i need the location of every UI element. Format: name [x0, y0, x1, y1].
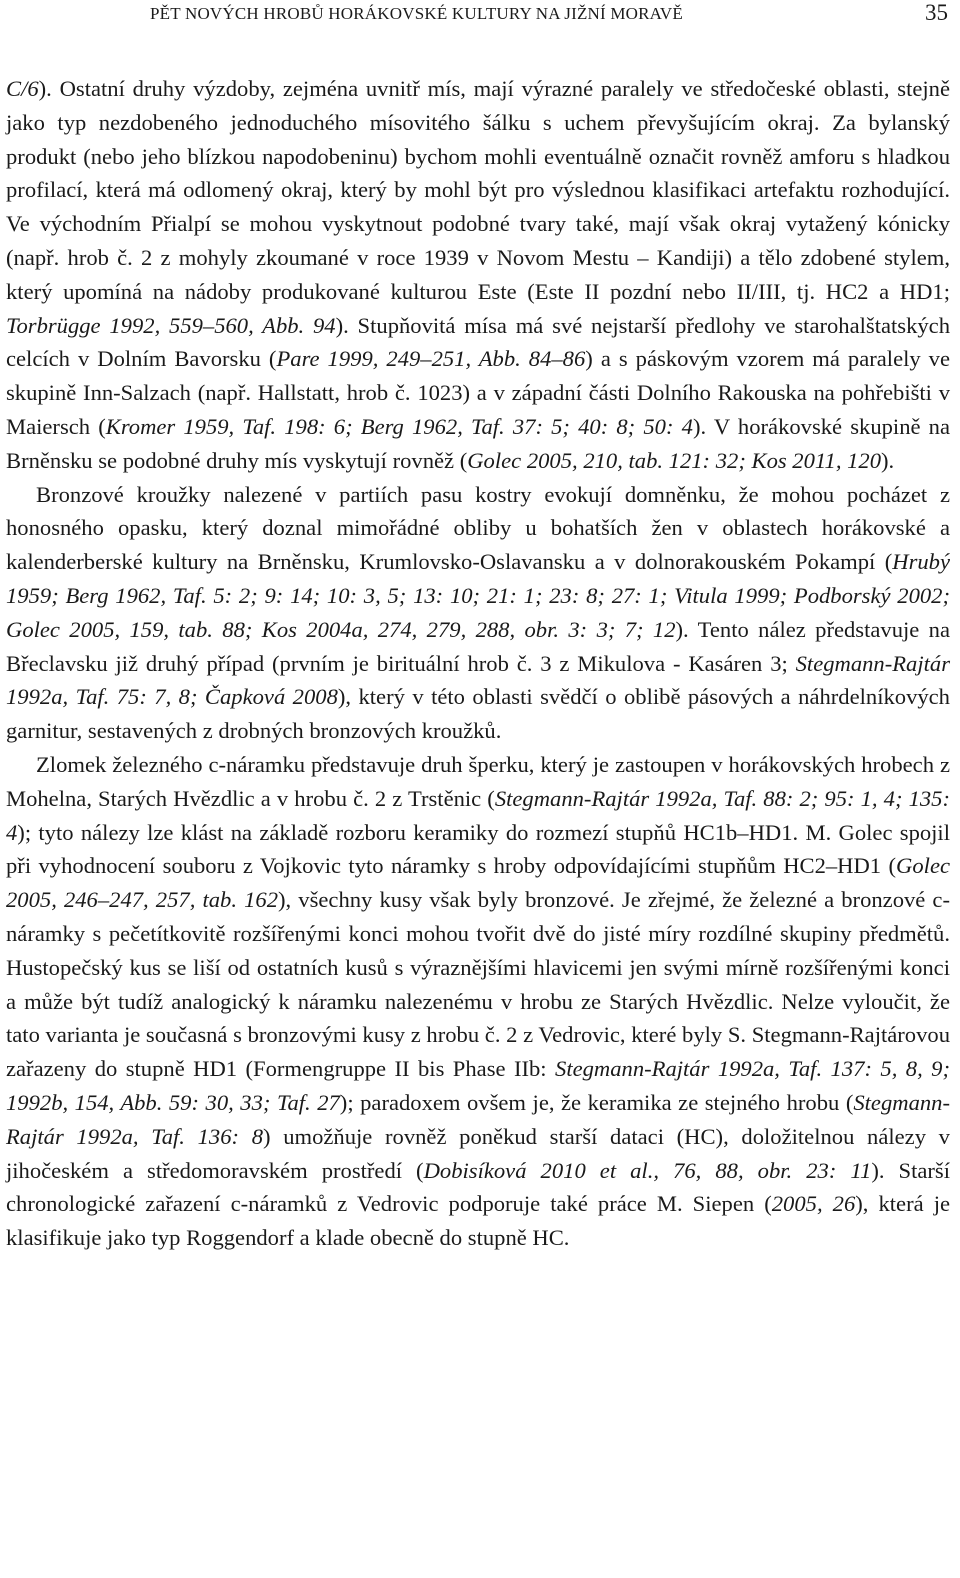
- citation: Stegmann-Rajtár 1992a, Taf. 75: 7, 8; Čapková 2008: [6, 650, 950, 710]
- body-text: [6, 72, 950, 1255]
- text-run: ), který v této oblasti svědčí o oblibě pásových a náhrdelníkových garnitur, sestavených z drobných bronzových kroužků.: [6, 684, 950, 744]
- citation: C/6: [6, 76, 39, 101]
- text-run: ) a s páskovým vzorem má paralely ve skupině Inn-Salzach (např. Hallstatt, hrob č. 1023) a v západní části Dolního Rakouska na pohřebišti v Maiersch (: [6, 346, 950, 439]
- citation: Torbrügge 1992, 559–560, Abb. 94: [6, 312, 336, 338]
- citation: Stegmann-Rajtár 1992a, Taf. 136: 8: [6, 1089, 950, 1149]
- text-run: ). V horákovské skupině na Brněnsku se podobné druhy mís vyskytují rovněž (: [6, 413, 950, 473]
- text-run: ) umožňuje rovněž poněkud starší dataci (HC), doložitelnou nálezy v jihočeském a středomoravském prostředí (: [6, 1123, 950, 1183]
- citation: Pare 1999, 249–251, Abb. 84–86: [276, 346, 586, 372]
- running-title: PĚT NOVÝCH HROBŮ HORÁKOVSKÉ KULTURY NA JIŽNÍ MORAVĚ: [150, 4, 683, 23]
- citation: 2005, 26: [771, 1191, 856, 1217]
- page-number: 35: [925, 0, 948, 25]
- citation: Stegmann-Rajtár 1992a, Taf. 137: 5, 8, 9; 1992b, 154, Abb. 59: 30, 33; Taf. 27: [6, 1056, 950, 1115]
- citation: Kromer 1959, Taf. 198: 6; Berg 1962, Taf. 37: 5; 40: 8; 50: 4: [105, 413, 693, 439]
- paragraph-ceramic-parallels: [6, 72, 950, 478]
- paragraph-bronze-rings: [6, 478, 950, 748]
- text-run: Bronzové kroužky nalezené v partiích pasu kostry evokují domněnku, že mohou pocházet z honosného opasku, který doznal mimořádné obliby u bohatších žen v oblastech horákovské a kalenderberské kultury na Brněnsku, Krumlovsko-Oslavansku a v dolnorakouském Pokampí (: [6, 481, 950, 575]
- text-run: ). Stupňovitá mísa má své nejstarší předlohy ve starohalštatských celcích v Dolním Bavorsku (: [6, 312, 950, 372]
- citation: Golec 2005, 246–247, 257, tab. 162: [6, 853, 950, 913]
- text-run: ).: [881, 447, 895, 473]
- text-run: ); tyto nálezy lze klást na základě rozboru keramiky do rozmezí stupňů HC1b–HD1. M. Golec spojil při vyhodnocení souboru z Vojkovic tyto náramky s hroby odpovídajícími stupňům HC2–HD1 (: [6, 819, 950, 879]
- text-run: ). Tento nález představuje na Břeclavsku již druhý případ (prvním je birituální hrob č. 3 z Mikulova - Kasáren 3;: [6, 616, 950, 676]
- text-run: Zlomek železného c-náramku představuje druh šperku, který je zastoupen v horákovských hrobech z Mohelna, Starých Hvězdlic a v hrobu č. 2 z Trstěnic (: [6, 751, 950, 811]
- text-run: ), která je klasifikuje jako typ Roggendorf a klade obecně do stupně HC.: [6, 1191, 950, 1251]
- text-run: ). Starší chronologické zařazení c-náramků z Vedrovic podporuje také práce M. Siepen (: [6, 1157, 950, 1217]
- page-header: [0, 0, 960, 40]
- text-run: ). Ostatní druhy výzdoby, zejména uvnitř mís, mají výrazné paralely ve středočeské oblasti, stejně jako typ nezdobeného jednoduchého mísovitého šálku s uchem převyšujícím okraj. Za bylanský produkt (nebo jeho blízkou napodobeninu) bychom mohli eventuálně označit rovněž amforu s hladkou profilací, která má odlomený okraj, který by mohl být pro výslednou klasifikaci artefaktu rozhodující. Ve východním Přialpí se mohou vyskytnout podobné tvary také, mají však okraj vytažený kónicky (např. hrob č. 2 z mohyly zkoumané v roce 1939 v Novom Mestu – Kandiji) a tělo zdobené stylem, který upomíná na nádoby produkované kulturou Este (Este II pozdní nebo II/III, tj. HC2 a HD1;: [6, 76, 950, 304]
- citation: Golec 2005, 210, tab. 121: 32; Kos 2011, 120: [467, 447, 882, 473]
- citation: Stegmann-Rajtár 1992a, Taf. 88: 2; 95: 1, 4; 135: 4: [6, 785, 950, 845]
- text-run: ); paradoxem ovšem je, že keramika ze stejného hrobu (: [339, 1089, 854, 1115]
- citation: Hrubý 1959; Berg 1962, Taf. 5: 2; 9: 14; 10: 3, 5; 13: 10; 21: 1; 23: 8; 27: 1; Vitula 1999; Podborský 2002; Golec 2005, 159, tab. 88; Kos 2004a, 274, 279, 288, obr. 3: 3; 7; 12: [6, 549, 950, 642]
- paragraph-iron-bracelet: [6, 748, 950, 1255]
- citation: Dobisíková 2010 et al., 76, 88, obr. 23: 11: [423, 1157, 872, 1183]
- text-run: ), všechny kusy však byly bronzové. Je zřejmé, že železné a bronzové c-náramky s pečetítkovitě rozšířenými konci mohou tvořit dvě do jisté míry rozdílné skupiny předmětů. Hustopečský kus se liší od ostatních kusů s výraznějšími hlavicemi jen svými mírně rozšířenými konci a může být tudíž analogický k náramku nalezenému v hrobu ze Starých Hvězdlic. Nelze vyloučit, že tato varianta je současná s bronzovými kusy z hrobu č. 2 z Vedrovic, které byly S. Stegmann-Rajtárovou zařazeny do stupně HD1 (Formengruppe II bis Phase IIb:: [6, 887, 950, 1082]
